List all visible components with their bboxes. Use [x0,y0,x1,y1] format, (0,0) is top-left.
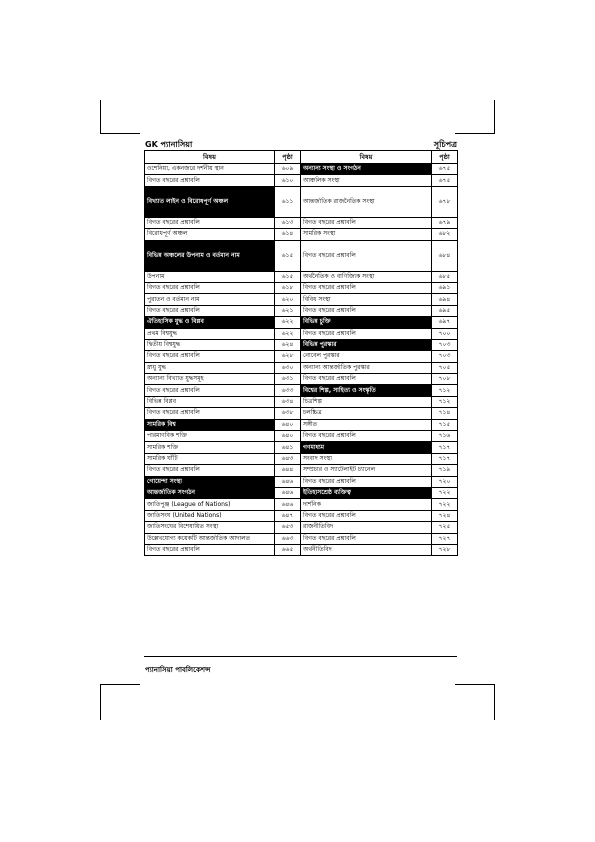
entry-title: বিগত বছরের প্রশ্নাবলি [301,217,432,228]
entry-title: দার্শনিক [301,499,432,510]
table-row [145,351,458,362]
entry-title: চিত্রশিল্প [301,396,432,407]
entry-title: সামরিক সংস্থা [301,229,432,240]
table-row [145,175,458,186]
page-number: ৬৩৪ [275,396,301,407]
crop-mark [100,684,140,685]
page-number: ৬৪৬ [275,499,301,510]
entry-title: জাতিসংঘের বিশেষায়িত সংস্থা [145,522,275,533]
entry-title: বিগত বছরের প্রশ্নাবলি [301,305,432,316]
page-header [145,139,457,149]
page-number: ৬৪১ [275,442,301,453]
header-right: সূচিপত্র [433,140,457,149]
entry-title: জাতিপুঞ্জ (League of Nations) [145,499,275,510]
table-header-row [145,151,458,164]
page-number: ৬৭৫ [432,175,458,186]
table-row [145,271,458,282]
table-row [145,442,458,453]
table-row [145,240,458,271]
page-number: ৭২৪ [432,510,458,521]
page-number: ৭২৮ [432,544,458,555]
page-number: ৭২২ [432,487,458,498]
table-row [145,510,458,521]
contents-table [144,150,458,556]
page-number: ৬৯৪ [432,294,458,305]
entry-title: ওশেনিয়া, একনজরে দর্শনীয় স্থান [145,164,275,175]
table-row [145,408,458,419]
page-number: ৭১৫ [432,419,458,430]
header-left: GK প্যানাসিয়া [145,140,193,149]
page-number: ৭০৩ [432,351,458,362]
entry-title: বিগত বছরের প্রশ্নাবলি [145,385,275,396]
entry-title: সম্প্রচার ও স্যাটেলাইট চ্যানেল [301,465,432,476]
section-heading: বিখ্যাত লাইন ও বিরোধপূর্ণ অঞ্চল [145,186,275,217]
table-row [145,476,458,487]
entry-title: বিগত বছরের প্রশ্নাবলি [145,305,275,316]
table-row [145,229,458,240]
entry-title: স্নায়ু যুদ্ধ [145,362,275,373]
table-row [145,431,458,442]
page-number: ৬১৩ [275,217,301,228]
table-row [145,362,458,373]
page-number: ৬৯৭ [432,317,458,328]
entry-title: বিগত বছরের প্রশ্নাবলি [145,217,275,228]
entry-title: বিগত বছরের প্রশ্নাবলি [145,282,275,293]
entry-title: আন্তর্জাতিক রাজনৈতিক সংস্থা [301,186,432,217]
section-heading: গোয়েন্দা সংস্থা [145,476,275,487]
page-number: ৬৪৬ [275,487,301,498]
entry-title: বিগত বছরের প্রশ্নাবলি [301,533,432,544]
page-number: ৬৬৫ [275,544,301,555]
table-row [145,164,458,175]
table-row [145,385,458,396]
page-number: ৬৪০ [275,419,301,430]
page-number: ৬৮২ [432,229,458,240]
page-number: ৭২৫ [432,522,458,533]
page-number: ৭১২ [432,385,458,396]
entry-title: বিগত বছরের প্রশ্নাবলি [145,175,275,186]
footer-rule [144,656,457,657]
section-heading: সামরিক বিশ্ব [145,419,275,430]
page-number: ৬৬৩ [275,533,301,544]
entry-title: অন্যান্য আন্তর্জাতিক পুরস্কার [301,362,432,373]
section-heading: গণমাধ্যম [301,442,432,453]
page-number: ৬২১ [275,305,301,316]
table-row [145,522,458,533]
page-number: ৬৮৫ [432,271,458,282]
entry-title: আঞ্চলিক সংস্থা [301,175,432,186]
entry-title: বিগত বছরের প্রশ্নাবলি [145,544,275,555]
section-heading: বিভিন্ন চুক্তি [301,317,432,328]
page-number: ৬২০ [275,294,301,305]
entry-title: উপনাম [145,271,275,282]
table-row [145,465,458,476]
table-row [145,453,458,464]
entry-title: বিগত বছরের প্রশ্নাবলি [145,465,275,476]
entry-title: পুরাতন ও বর্তমান নাম [145,294,275,305]
table-row [145,533,458,544]
page-number: ৭১৪ [432,408,458,419]
page-number: ৭০০ [432,328,458,339]
table-row [145,374,458,385]
page-number: ৬০৯ [275,164,301,175]
page-number: ৬৭৫ [432,164,458,175]
table-row [145,294,458,305]
page-number: ৭১২ [432,396,458,407]
table-row [145,487,458,498]
table-row [145,186,458,217]
page-number: ৬৩৩ [275,385,301,396]
page-number: ৬২২ [275,328,301,339]
page-number: ৭০৫ [432,362,458,373]
page-number: ৬১৪ [275,229,301,240]
section-heading: বিভিন্ন পুরস্কার [301,339,432,350]
page-number: ৬২৪ [275,339,301,350]
entry-title: পারমাণবিক শক্তি [145,431,275,442]
table-row [145,305,458,316]
entry-title: বিগত বছরের প্রশ্নাবলি [301,510,432,521]
page-number: ৬৪০ [275,431,301,442]
crop-mark [100,133,140,134]
column-header-subject: বিষয় [145,151,275,164]
entry-title: অর্থনৈতিক ও বাণিজ্যিক সংস্থা [301,271,432,282]
entry-title: চলচ্চিত্র [301,408,432,419]
page-number: ৬৫৩ [275,522,301,533]
page-number: ৬১৫ [275,271,301,282]
table-row [145,339,458,350]
entry-title: রাজনীতিবিদ [301,522,432,533]
table-row [145,419,458,430]
table-row [145,282,458,293]
page-number: ৬৭৮ [432,186,458,217]
entry-title: বিগত বছরের প্রশ্নাবলি [301,431,432,442]
crop-mark [455,133,495,134]
page-number: ৬৯১ [432,282,458,293]
table-row [145,217,458,228]
entry-title: বিভিন্ন বিপ্লব [145,396,275,407]
entry-title: বিগত বছরের প্রশ্নাবলি [301,282,432,293]
entry-title: বিগত বছরের প্রশ্নাবলি [301,328,432,339]
page-number: ৬৩০ [275,362,301,373]
page-number: ৬১০ [275,175,301,186]
page-number: ৬৯৫ [432,305,458,316]
page-number: ৭০৩ [432,339,458,350]
page-number: ৭১৬ [432,431,458,442]
entry-title: অন্যান্য বিখ্যাত যুদ্ধসমূহ [145,374,275,385]
table-row [145,317,458,328]
page-number: ৬১৮ [275,282,301,293]
crop-mark [494,684,495,720]
page-number: ৬১১ [275,186,301,217]
column-header-page: পৃষ্ঠা [275,151,301,164]
footer-publisher: প্যানাসিয়া পাবলিকেশন্স [145,666,211,674]
table-row [145,544,458,555]
page-number: ৬৩১ [275,374,301,385]
column-header-subject: বিষয় [301,151,432,164]
table-row [145,499,458,510]
section-heading: অন্যান্য সংস্থা ও সংগঠন [301,164,432,175]
page-number: ৬৪৪ [275,465,301,476]
section-heading: ইতিহাসশ্রেষ্ঠ ব্যক্তিত্ব [301,487,432,498]
entry-title: সামরিক ঘাঁটি [145,453,275,464]
entry-title: বিগত বছরের প্রশ্নাবলি [301,240,432,271]
page-number: ৭২০ [432,476,458,487]
section-heading: বিভিন্ন অঞ্চলের উপনাম ও বর্তমান নাম [145,240,275,271]
entry-title: বিগত বছরের প্রশ্নাবলি [301,476,432,487]
page-number: ৭১৭ [432,442,458,453]
page-number: ৬৪৩ [275,453,301,464]
section-heading: ঐতিহাসিক যুদ্ধ ও বিপ্লব [145,317,275,328]
entry-title: নোবেল পুরস্কার [301,351,432,362]
page-number: ৭০৮ [432,374,458,385]
column-header-page: পৃষ্ঠা [432,151,458,164]
entry-title: বিরোধপূর্ণ অঞ্চল [145,229,275,240]
page-number: ৬৭৯ [432,217,458,228]
entry-title: উল্লেখযোগ্য কয়েকটি আন্তর্জাতিক আদালত [145,533,275,544]
page-number: ৭১৯ [432,465,458,476]
entry-title: বিবিধ সংস্থা [301,294,432,305]
entry-title: জাতিসংঘ (United Nations) [145,510,275,521]
entry-title: বিগত বছরের প্রশ্নাবলি [145,408,275,419]
page-number: ৭২২ [432,499,458,510]
crop-mark [455,684,495,685]
page-number: ৬৩৮ [275,408,301,419]
page-number: ৬৪৭ [275,510,301,521]
crop-mark [100,684,101,720]
page-number: ৭১৭ [432,453,458,464]
entry-title: প্রথম বিশ্বযুদ্ধ [145,328,275,339]
entry-title: বিগত বছরের প্রশ্নাবলি [301,374,432,385]
page-number: ৬৪৬ [275,476,301,487]
page-number: ৭২৭ [432,533,458,544]
page-number: ৬৮৪ [432,240,458,271]
page-number: ৬১৫ [275,240,301,271]
entry-title: বিগত বছরের প্রশ্নাবলি [145,351,275,362]
page-number: ৬২৮ [275,351,301,362]
section-heading: বিশ্বের শিল্প, সাহিত্য ও সংস্কৃতি [301,385,432,396]
page-number: ৬২২ [275,317,301,328]
entry-title: সামরিক শক্তি [145,442,275,453]
crop-mark [100,100,101,134]
table-row [145,328,458,339]
entry-title: অর্থনীতিবিদ [301,544,432,555]
entry-title: দ্বিতীয় বিশ্বযুদ্ধ [145,339,275,350]
section-heading: আন্তর্জাতিক সংগঠন [145,487,275,498]
table-row [145,396,458,407]
crop-mark [494,100,495,134]
entry-title: সংবাদ সংস্থা [301,453,432,464]
entry-title: সঙ্গীত [301,419,432,430]
